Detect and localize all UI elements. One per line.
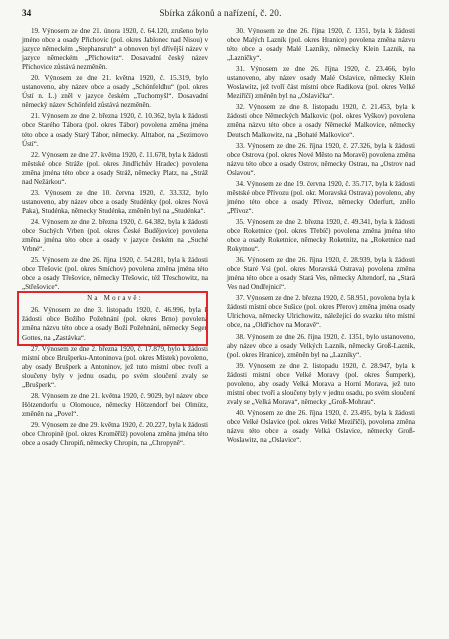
page-title: Sbírka zákonů a nařízení, č. 20. (159, 8, 282, 18)
right-column (227, 27, 415, 447)
decree-31: 31. Výnosem ze dne 26. října 1920, č. 23.466, bylo ustanoveno, aby název osady Malé Oslavice, německy Klein Woslawitz, jež tvoří část místní obce Radikova (pol. okres Velké Meziříčí) změněn byl na „Oslavička“. (227, 65, 415, 101)
decree-35: 35. Výnosem ze dne 2. března 1920, č. 49.341, byla k žádosti obce Roketnice (pol. okres Třebíč) povolena změna jména této obce a osady Roketnice, německy Roketnitz, na „Roketnice nad Rokytnou“. (227, 217, 415, 254)
decree-21: 21. Výnosem ze dne 2. března 1920, č. 10.362, byla k žádosti obce Starého Tábora (pol. okres Tábor) povolena změna jména této obce a osady Starý Tábor, německy. Alttabor, na „Sezimovo Ústí“. (22, 112, 208, 148)
decree-34: 34. Výnosem ze dne 19. června 1920, č. 35.717, byla k žádosti městské obce Přívozu (pol. okr. Moravská Ostrava) povoleno, aby jméno této obce a osady Přívoz, německy Oderfurt, znělo „Přívoz“. (227, 179, 415, 215)
decree-29: 29. Výnosem ze dne 29. května 1920, č. 20.227, byla k žádosti obce Chropině (pol. okres Kroměříž) povolena změna jména této obce a osady Chropiň, německy Chropin, na „Chropyně“. (22, 420, 208, 448)
decree-33: 33. Výnosem ze dne 26. října 1920, č. 27.326, byla k žádosti obce Ostrova (pol. okres Nové Město na Moravě) povolena změna názvu této obce a osady Ostrov, německy Ostrau, na „Ostrov nad Oslavou“. (227, 141, 415, 177)
highlight-box (17, 291, 208, 345)
decree-37: 37. Výnosem ze dne 2. března 1920, č. 58.951, povolena byla k žádosti místní obce Sušice (pol. okres Přerov) změna jména osady Ulrichova, německy Ulrichowitz, náležející do svazku této místní obce, na „Oldřichov na Moravě“. (227, 294, 415, 330)
decree-39: 39. Výnosem ze dne 2. listopadu 1920, č. 28.947, byla k žádosti místní obce Velké Moravy (pol. okres Šumperk), povoleno, aby osady Velká Morava a Horní Morava, jež tuto místní obec tvoří a sloučeny byly v jednu osadu, po svém sloučení zvaly se „Velká Morava“, německy „Groß-Mohrau“. (227, 361, 415, 406)
decree-30: 30. Výnosem ze dne 26. října 1920, č. 1351, byla k žádosti obce Malých Lazník (pol. okres Hranice) povolena změna názvu této obce a osady Malé Lazníky, německy Klein Laznik, na „Lazníčky“. (227, 27, 415, 63)
decree-40: 40. Výnosem ze dne 26. října 1920, č. 23.495, byla k žádosti obce Velké Oslavice (pol. okres Velké Meziříčí), povolena změna názvu této obce a osady Velká Oslavice, německy Groß-Woslawitz, na „Oslavice“. (227, 408, 415, 445)
section-heading-moravia: Na Moravě: (87, 294, 143, 303)
decree-28: 28. Výnosem ze dne 21. května 1920, č. 9029, byl název obce Hötzendorfu u Olomouce, německy Hötzendorf bei Olmütz, změněn na „Povel“. (22, 391, 208, 418)
page-header (22, 8, 419, 22)
decree-36: 36. Výnosem ze dne 26. října 1920, č. 28.939, byla k žádosti obce Staré Vsi (pol. okres Moravská Ostrava) povolena změna jména této obce a osady Stará Ves, německy Altendorf, na „Stará Ves nad Ondřejnicí“. (227, 256, 415, 292)
decree-38: 38. Výnosem ze dne 26. října 1920, č. 1351, bylo ustanoveno, aby název obce a osady Velkých Lazník, německy Groß-Laznik, (pol. okres Hranice), změněn byl na „Lazníky“. (227, 332, 415, 359)
decree-22: 22. Výnosem ze dne 27. května 1920, č. 11.678, byla k žádosti městské obce Stráže (pol. okres Jindřichův Hradec) povolena změna jména této obce a osady Stráž, německy Platz, na „Stráž nad Nežárkou“. (22, 150, 208, 186)
decree-19: 19. Výnosem ze dne 21. února 1920, č. 64.120, zrušeno bylo jméno obce a osady Přichovic (pol. okres Jablonec nad Nisou) v jazyce německém „Stephansruh“ a obnoven byl dřívější název v jazyce německém „Přichowitz“. Dosavadní český název Přichovice zůstává nezměněn. (22, 27, 208, 72)
decree-24: 24. Výnosem ze dne 2. března 1920, č. 64.382, byla k žádosti obce Suchých Vrben (pol. okres České Budějovice) povolena změna jména této obce a osady v jazyce českém na „Suché Vrbné“. (22, 217, 208, 254)
decree-32: 32. Výnosem ze dne 8. listopadu 1920, č. 21.453, byla k žádosti obce Německých Malkovic (pol. okres Vyškov) povolena změna názvu této obce a osady Německé Malkovice, německy Deutsch Malkowitz, na „Bohaté Malkovice“. (227, 103, 415, 139)
decree-25: 25. Výnosem ze dne 26. října 1920, č. 54.281, byla k žádosti obce Třešovic (pol. okres Smíchov) povolena změna jména této obce a osady Třešovice, německy Třešowic, též Třeschowitz, na „Střešovice“. (22, 256, 208, 292)
page-number: 34 (22, 8, 32, 18)
decree-27: 27. Výnosem ze dne 2. března 1920, č. 17.879, bylo k žádosti místní obce Brušperku-Antoninova (pol. okres Místek) povoleno, aby osady Brušperk a Antoninov, jež tuto místní obec tvoří a sloučeny byly v jednu osadu, po svém sloučení zvaly se „Brušperk“. (22, 344, 208, 389)
decree-23: 23. Výnosem ze dne 10. června 1920, č. 33.332, bylo ustanoveno, aby název obce a osady Studénky (pol. okres Nová Paka), Studénka, německy Studénka, změněn byl na „Studénka“. (22, 188, 208, 215)
decree-20: 20. Výnosem ze dne 21. května 1920, č. 15.319, bylo ustanoveno, aby název obce a osady „Schönfeldhu“ (pol. okres Ústí n. L.) zněl v jazyce českém „Tuchomyšl“. Dosavadní německý název Schönfeld zůstává nezměněn. (22, 74, 208, 110)
left-column (22, 27, 208, 450)
decree-26: 26. Výnosem ze dne 3. listopadu 1920, č. 46.996, byla k žádosti obce Božího Požehnání (pol. okres Brno) povolena změna názvu této obce a osady Boží Požehnání, německy Segen Gottes, na „Zastávka“. (22, 306, 208, 342)
